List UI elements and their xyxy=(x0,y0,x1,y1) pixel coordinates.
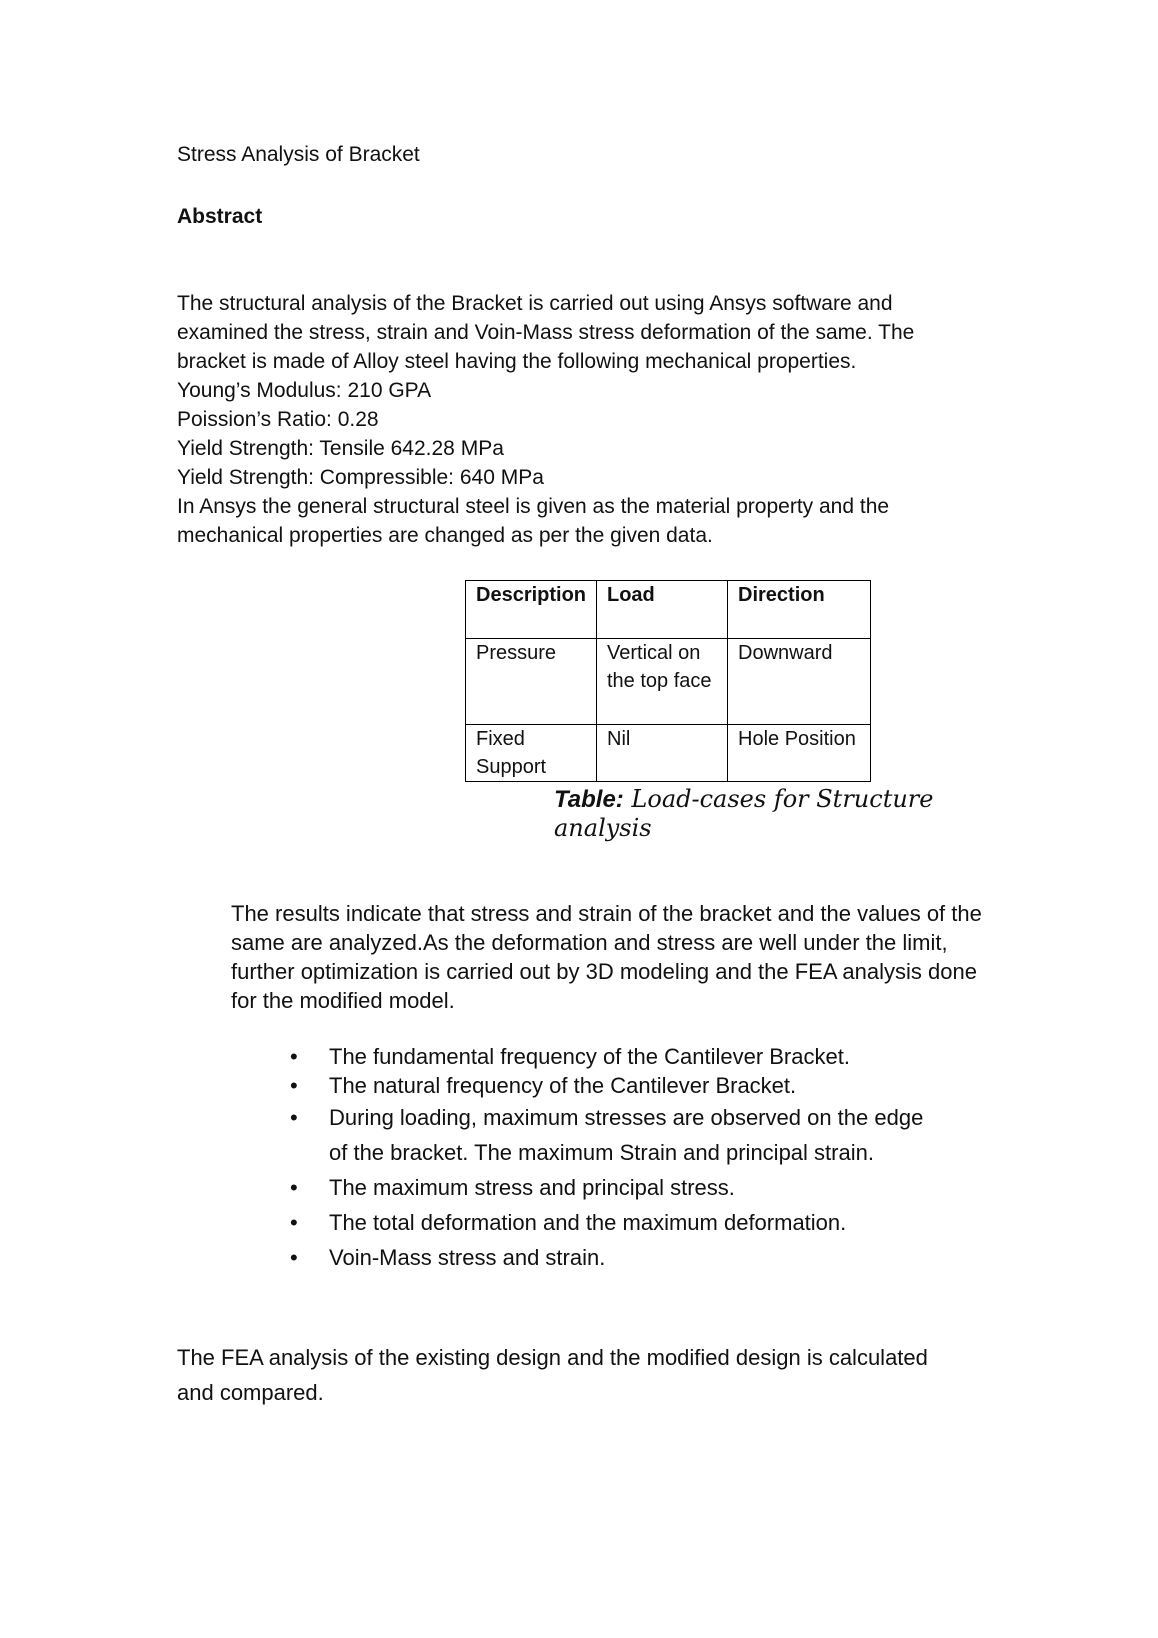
results-paragraph: The results indicate that stress and strain of the bracket and the values of the same are analyzed.As the deformation and stress are well under the limit, further optimization is carried out by 3D modeling and the FEA analysis done for the modified model. xyxy=(231,901,982,1013)
intro-line: bracket is made of Alloy steel having the following mechanical properties. xyxy=(177,350,857,373)
table-header-row xyxy=(466,581,871,639)
table-cell: Nil xyxy=(597,725,728,782)
list-item xyxy=(290,1240,940,1275)
conclusion-paragraph: The FEA analysis of the existing design and the modified design is calculated and compared. xyxy=(177,1345,928,1405)
table-header-direction: Direction xyxy=(728,581,871,639)
table-header-load: Load xyxy=(597,581,728,639)
table-caption-text: Load-cases for Structure analysis xyxy=(554,785,934,842)
list-item-text: The fundamental frequency of the Cantilever Bracket. xyxy=(329,1044,850,1069)
youngs-modulus-line: Young’s Modulus: 210 GPA xyxy=(177,379,432,402)
list-item xyxy=(290,1170,940,1205)
document-title: Stress Analysis of Bracket xyxy=(177,143,420,166)
findings-list xyxy=(290,1042,940,1275)
table-cell: Downward xyxy=(728,639,871,725)
table-header-description: Description xyxy=(466,581,597,639)
intro-line: The structural analysis of the Bracket is carried out using Ansys software and xyxy=(177,292,893,315)
intro-line: mechanical properties are changed as per the given data. xyxy=(177,524,713,547)
tensile-strength-line: Yield Strength: Tensile 642.28 MPa xyxy=(177,437,504,460)
list-item-text: The maximum stress and principal stress. xyxy=(329,1175,735,1200)
bullet-icon: • xyxy=(290,1245,298,1270)
list-item-text: The natural frequency of the Cantilever Bracket. xyxy=(329,1073,797,1098)
table-caption xyxy=(554,785,944,842)
load-cases-table xyxy=(465,580,871,782)
list-item xyxy=(290,1042,940,1071)
list-item-text: During loading, maximum stresses are observed on the edge of the bracket. The maximum Strain and principal strain. xyxy=(329,1105,924,1165)
table-cell: Fixed Support xyxy=(466,725,597,782)
abstract-heading: Abstract xyxy=(177,205,263,228)
table-caption-label: Table: xyxy=(554,786,624,813)
list-item xyxy=(290,1100,940,1170)
bullet-icon: • xyxy=(290,1210,298,1235)
table-cell: Pressure xyxy=(466,639,597,725)
list-item-text: Voin-Mass stress and strain. xyxy=(329,1245,606,1270)
table-cell: Vertical on the top face xyxy=(597,639,728,725)
intro-line: In Ansys the general structural steel is given as the material property and the xyxy=(177,495,890,518)
bullet-icon: • xyxy=(290,1044,298,1069)
poissons-ratio-line: Poission’s Ratio: 0.28 xyxy=(177,408,379,431)
table-row xyxy=(466,725,871,782)
list-item xyxy=(290,1205,940,1240)
list-item-text: The total deformation and the maximum deformation. xyxy=(329,1210,847,1235)
table-cell: Hole Position xyxy=(728,725,871,782)
bullet-icon: • xyxy=(290,1073,298,1098)
intro-paragraph xyxy=(177,289,957,550)
bullet-icon: • xyxy=(290,1105,298,1130)
table-row xyxy=(466,639,871,725)
compressive-strength-line: Yield Strength: Compressible: 640 MPa xyxy=(177,466,544,489)
bullet-icon: • xyxy=(290,1175,298,1200)
intro-line: examined the stress, strain and Voin-Mass stress deformation of the same. The xyxy=(177,321,915,344)
list-item xyxy=(290,1071,940,1100)
